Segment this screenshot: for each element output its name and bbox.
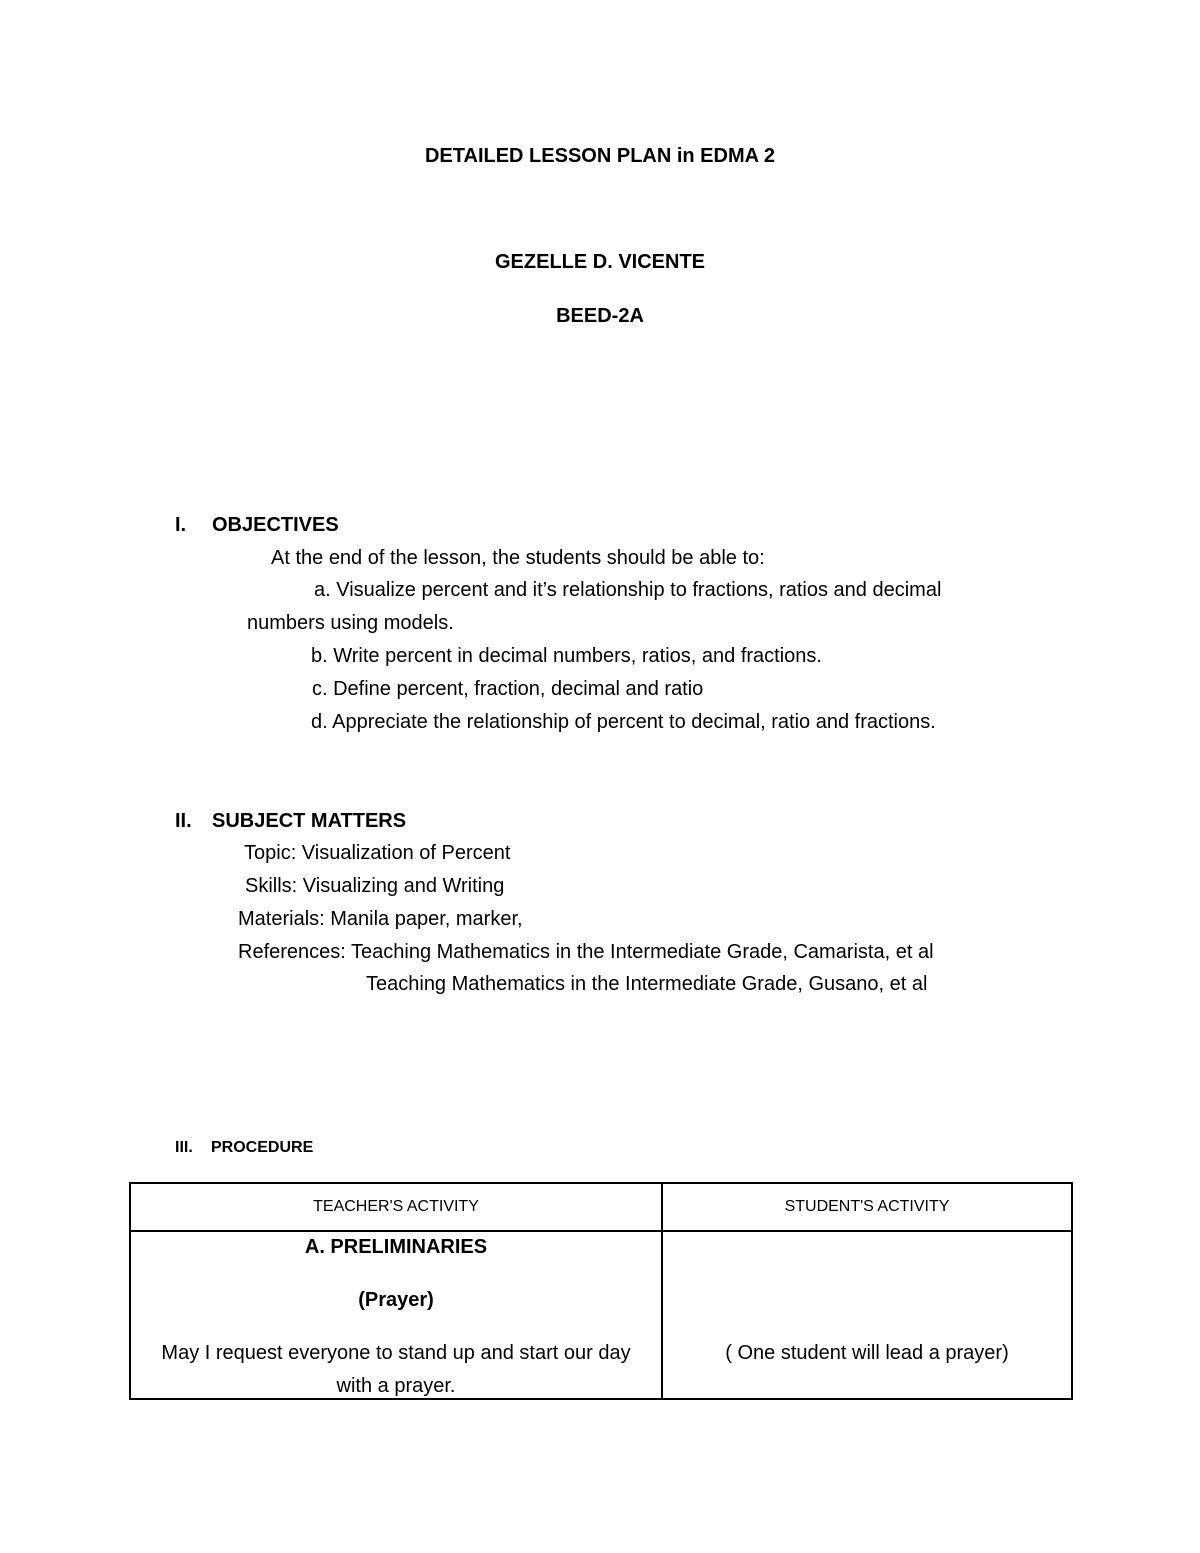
preliminaries-heading: A. PRELIMINARIES (304, 1236, 488, 1258)
objectives-heading: OBJECTIVES (212, 514, 339, 536)
procedure-numeral: III. (175, 1139, 193, 1156)
prayer-subheading: (Prayer) (358, 1289, 434, 1311)
author-name: GEZELLE D. VICENTE (494, 251, 706, 273)
column-header-student: STUDENT'S ACTIVITY (662, 1183, 1072, 1231)
skills-line: Skills: Visualizing and Writing (245, 875, 505, 897)
objectives-intro: At the end of the lesson, the students should be able to: (271, 547, 765, 569)
topic-line: Topic: Visualization of Percent (244, 842, 511, 864)
procedure-heading: PROCEDURE (211, 1139, 314, 1156)
procedure-table (129, 1182, 1073, 1400)
materials-line: Materials: Manila paper, marker, (238, 908, 523, 930)
teacher-instruction-line-1: May I request everyone to stand up and start our day (161, 1342, 631, 1364)
section-label: BEED-2A (556, 305, 644, 327)
teacher-activity-cell (130, 1231, 662, 1399)
table-row (130, 1231, 1072, 1399)
document-title: DETAILED LESSON PLAN in EDMA 2 (424, 145, 776, 167)
objective-item-c: c. Define percent, fraction, decimal and ratio (312, 678, 704, 700)
subject-matters-heading: SUBJECT MATTERS (212, 810, 407, 832)
column-header-teacher: TEACHER'S ACTIVITY (130, 1183, 662, 1231)
teacher-instruction-line-2: with a prayer. (336, 1375, 456, 1397)
objectives-numeral: I. (175, 514, 187, 536)
references-line-2: Teaching Mathematics in the Intermediate Grade, Gusano, et al (366, 973, 928, 995)
student-activity-cell (662, 1231, 1072, 1399)
objective-item-b: b. Write percent in decimal numbers, ratios, and fractions. (311, 645, 822, 667)
objective-item-d: d. Appreciate the relationship of percent to decimal, ratio and fractions. (311, 711, 936, 733)
references-line: References: Teaching Mathematics in the Intermediate Grade, Camarista, et al (238, 941, 934, 963)
table-header-row (130, 1183, 1072, 1231)
student-response-line: ( One student will lead a prayer) (725, 1342, 1009, 1364)
objective-item-a-continued: numbers using models. (247, 612, 454, 634)
objective-item-a: a. Visualize percent and it’s relationship to fractions, ratios and decimal (314, 579, 942, 601)
subject-matters-numeral: II. (175, 810, 192, 832)
